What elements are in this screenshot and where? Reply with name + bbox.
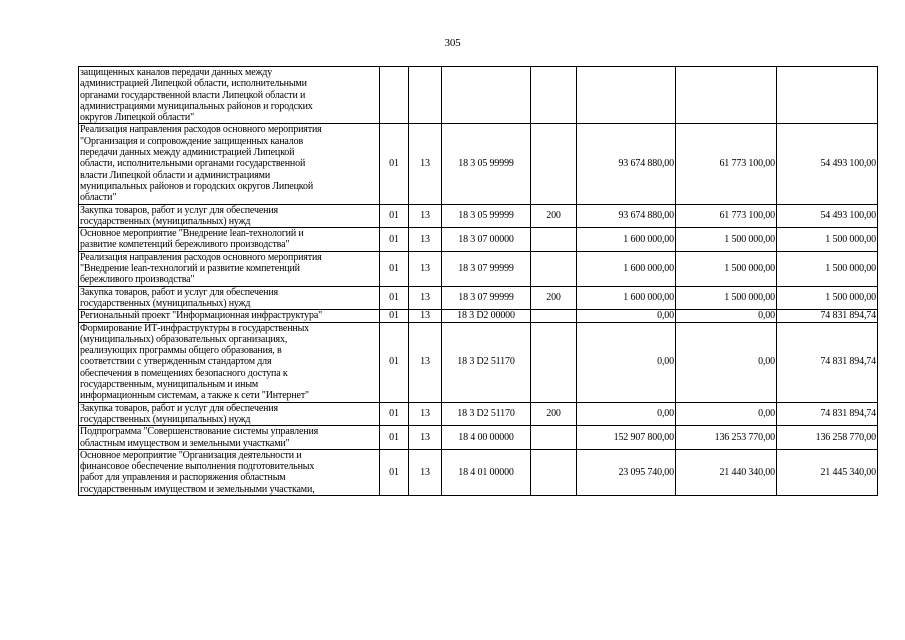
table-row [79,449,878,495]
row-name-line: Закупка товаров, работ и услуг для обеспечения [80,402,278,414]
subsection-cell: 13 [409,426,442,450]
row-name-cell [79,251,380,286]
expense-type-cell: 200 [531,286,577,310]
target-article-cell: 18 3 D2 51170 [442,322,531,402]
section-cell: 01 [380,449,409,495]
amount-year3-cell [777,67,878,124]
amount-year2-cell: 0,00 [676,322,777,402]
subsection-cell [409,67,442,124]
row-name-line: государственных (муниципальных) нужд [80,413,251,425]
row-name-line: защищенных каналов передачи данных между [80,67,273,78]
row-name-line: Закупка товаров, работ и услуг для обеспечения [80,204,278,216]
target-article-cell: 18 3 07 99999 [442,251,531,286]
table-row [79,286,878,310]
expense-type-cell [531,310,577,322]
amount-year3-cell: 136 258 770,00 [777,426,878,450]
section-cell [380,67,409,124]
section-cell: 01 [380,251,409,286]
amount-year1-cell: 1 600 000,00 [577,286,676,310]
amount-year3-cell: 54 493 100,00 [777,124,878,204]
amount-year2-cell: 1 500 000,00 [676,286,777,310]
row-name-cell [79,286,380,310]
row-name-line: государственным, муниципальным и иным [80,379,259,391]
target-article-cell: 18 3 D2 00000 [442,310,531,322]
amount-year2-cell: 1 500 000,00 [676,228,777,252]
amount-year3-cell: 54 493 100,00 [777,204,878,228]
amount-year2-cell: 136 253 770,00 [676,426,777,450]
amount-year2-cell: 61 773 100,00 [676,204,777,228]
section-cell: 01 [380,322,409,402]
expense-type-cell [531,449,577,495]
subsection-cell: 13 [409,124,442,204]
row-name-line: бережливого производства" [80,274,195,286]
row-name-cell [79,204,380,228]
expense-type-cell [531,124,577,204]
amount-year3-cell: 1 500 000,00 [777,251,878,286]
amount-year1-cell: 1 600 000,00 [577,251,676,286]
subsection-cell: 13 [409,228,442,252]
row-name-line: органами государственной власти Липецкой области и [80,89,306,101]
row-name-line: государственным имуществом и земельными участками, [80,483,315,495]
row-name-line: государственных (муниципальных) нужд [80,215,251,227]
subsection-cell: 13 [409,449,442,495]
row-name-line: округов Липецкой области" [80,112,195,124]
target-article-cell: 18 3 05 99999 [442,204,531,228]
expense-type-cell [531,67,577,124]
budget-table [78,66,878,496]
row-name-line: Закупка товаров, работ и услуг для обеспечения [80,286,278,298]
section-cell: 01 [380,310,409,322]
table-row [79,228,878,252]
row-name-line: муниципальных районов и городских округов Липецкой [80,180,314,192]
row-name-line: Формирование ИТ-инфраструктуры в государственных [80,322,310,334]
target-article-cell: 18 3 05 99999 [442,124,531,204]
amount-year2-cell [676,67,777,124]
amount-year1-cell: 23 095 740,00 [577,449,676,495]
subsection-cell: 13 [409,402,442,426]
row-name-line: передачи данных между администрацией Липецкой [80,147,295,159]
table-row [79,67,878,124]
row-name-cell [79,67,380,124]
row-name-line: (муниципальных) образовательных организациях, [80,333,288,345]
expense-type-cell: 200 [531,204,577,228]
amount-year2-cell: 21 440 340,00 [676,449,777,495]
row-name-line: информационным системам, а также к сети "Интернет" [80,390,309,402]
amount-year2-cell: 0,00 [676,310,777,322]
row-name-line: Реализация направления расходов основного мероприятия [80,124,322,136]
target-article-cell [442,67,531,124]
amount-year3-cell: 1 500 000,00 [777,228,878,252]
target-article-cell: 18 3 07 00000 [442,228,531,252]
row-name-line: области, исполнительными органами государственной [80,158,306,170]
amount-year3-cell: 1 500 000,00 [777,286,878,310]
table-row [79,310,878,322]
amount-year2-cell: 61 773 100,00 [676,124,777,204]
row-name-cell [79,402,380,426]
row-name-line: власти Липецкой области и администрациями [80,169,271,181]
target-article-cell: 18 3 D2 51170 [442,402,531,426]
row-name-line: Региональный проект "Информационная инфраструктура" [80,310,323,322]
table-row [79,322,878,402]
table-row [79,426,878,450]
row-name-line: областным имуществом и земельными участками" [80,437,290,449]
amount-year3-cell: 21 445 340,00 [777,449,878,495]
row-name-line: государственных (муниципальных) нужд [80,297,251,309]
amount-year2-cell: 0,00 [676,402,777,426]
expense-type-cell [531,322,577,402]
row-name-line: Основное мероприятие "Внедрение lean-технологий и [80,228,304,240]
table-row [79,204,878,228]
row-name-cell [79,124,380,204]
row-name-line: "Внедрение lean-технологий и развитие компетенций [80,263,300,275]
row-name-line: финансовое обеспечение выполнения подготовительных [80,461,315,473]
target-article-cell: 18 4 01 00000 [442,449,531,495]
row-name-line: соответствии с утвержденным стандартом для [80,356,272,368]
amount-year3-cell: 74 831 894,74 [777,402,878,426]
expense-type-cell [531,426,577,450]
row-name-line: Основное мероприятие "Организация деятельности и [80,449,302,461]
amount-year1-cell: 1 600 000,00 [577,228,676,252]
row-name-line: работ для управления и распоряжения областным [80,472,286,484]
row-name-cell [79,310,380,322]
page-number: 305 [444,37,461,49]
subsection-cell: 13 [409,286,442,310]
section-cell: 01 [380,124,409,204]
amount-year2-cell: 1 500 000,00 [676,251,777,286]
amount-year3-cell: 74 831 894,74 [777,322,878,402]
section-cell: 01 [380,286,409,310]
amount-year1-cell [577,67,676,124]
row-name-line: развитие компетенций бережливого производства" [80,239,290,251]
row-name-line: области" [80,192,117,204]
section-cell: 01 [380,402,409,426]
expense-type-cell [531,251,577,286]
expense-type-cell: 200 [531,402,577,426]
expense-type-cell [531,228,577,252]
row-name-line: реализующих программы общего образования, в [80,345,282,357]
target-article-cell: 18 3 07 99999 [442,286,531,310]
amount-year1-cell: 152 907 800,00 [577,426,676,450]
amount-year1-cell: 93 674 880,00 [577,124,676,204]
row-name-line: "Организация и сопровождение защищенных каналов [80,135,304,147]
section-cell: 01 [380,228,409,252]
row-name-line: Реализация направления расходов основного мероприятия [80,251,322,263]
row-name-line: администрацией Липецкой области, исполнительными [80,78,307,90]
target-article-cell: 18 4 00 00000 [442,426,531,450]
subsection-cell: 13 [409,251,442,286]
table-row [79,251,878,286]
amount-year1-cell: 0,00 [577,310,676,322]
row-name-line: обеспечения в помещениях безопасного доступа к [80,367,288,379]
section-cell: 01 [380,426,409,450]
row-name-cell [79,322,380,402]
table-row [79,402,878,426]
row-name-line: Подпрограмма "Совершенствование системы управления [80,426,319,438]
table-row [79,124,878,204]
row-name-line: администрациями муниципальных районов и городских [80,100,313,112]
row-name-cell [79,449,380,495]
amount-year1-cell: 93 674 880,00 [577,204,676,228]
amount-year1-cell: 0,00 [577,402,676,426]
row-name-cell [79,228,380,252]
section-cell: 01 [380,204,409,228]
subsection-cell: 13 [409,310,442,322]
amount-year3-cell: 74 831 894,74 [777,310,878,322]
amount-year1-cell: 0,00 [577,322,676,402]
row-name-cell [79,426,380,450]
subsection-cell: 13 [409,204,442,228]
subsection-cell: 13 [409,322,442,402]
